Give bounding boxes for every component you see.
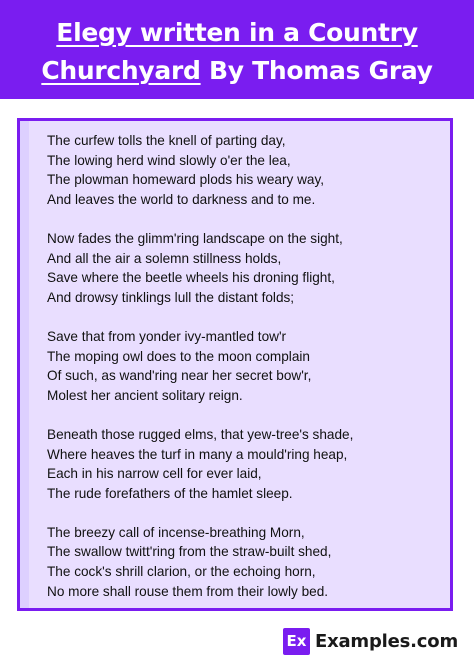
poem-line: The moping owl does to the moon complain — [47, 348, 310, 364]
page-title — [0, 14, 474, 90]
ex-logo-icon: Ex — [283, 628, 310, 655]
poem-line: And all the air a solemn stillness holds, — [47, 250, 282, 266]
poem-line: The breezy call of incense-breathing Morn, — [47, 524, 305, 540]
stanza — [47, 229, 447, 307]
stanza — [47, 327, 447, 405]
poem-line: Save that from yonder ivy-mantled tow'r — [47, 328, 287, 344]
poem-line: Save where the beetle wheels his droning flight, — [47, 270, 335, 286]
title-churchyard-text: Churchyard — [41, 56, 201, 85]
poem-line: The plowman homeward plods his weary way, — [47, 172, 325, 188]
poem-line: The cock's shrill clarion, or the echoing horn, — [47, 564, 316, 580]
title-line-2 — [0, 52, 474, 90]
stanza — [47, 131, 447, 209]
poem-line: The rude forefathers of the hamlet sleep. — [47, 485, 293, 501]
title-line-1 — [0, 14, 474, 52]
poem-line: Now fades the glimm'ring landscape on the sight, — [47, 230, 343, 246]
poem-line: Of such, as wand'ring near her secret bow'r, — [47, 368, 312, 384]
poem-line: Where heaves the turf in many a mould'ring heap, — [47, 446, 348, 462]
title-line-1-text: Elegy written in a Country — [56, 18, 418, 47]
poem-line: No more shall rouse them from their lowly bed. — [47, 583, 329, 599]
logo-text: Examples.com — [314, 630, 458, 652]
title-banner — [0, 0, 474, 99]
poem-line: Beneath those rugged elms, that yew-tree's shade, — [47, 426, 354, 442]
poem-line: Each in his narrow cell for ever laid, — [47, 466, 262, 482]
poem-line: The lowing herd wind slowly o'er the lea, — [47, 152, 291, 168]
stanza — [47, 523, 447, 601]
poem-line: And drowsy tinklings lull the distant folds; — [47, 289, 295, 305]
examples-logo[interactable] — [283, 627, 458, 655]
poem-line: And leaves the world to darkness and to me. — [47, 191, 316, 207]
poem-text — [47, 131, 447, 601]
poem-line: The swallow twitt'ring from the straw-built shed, — [47, 544, 332, 560]
stanza — [47, 425, 447, 503]
title-author-text: By Thomas Gray — [200, 56, 433, 85]
panel-stripe — [20, 121, 29, 608]
poem-line: The curfew tolls the knell of parting day, — [47, 133, 286, 148]
poem-line: Molest her ancient solitary reign. — [47, 387, 243, 403]
